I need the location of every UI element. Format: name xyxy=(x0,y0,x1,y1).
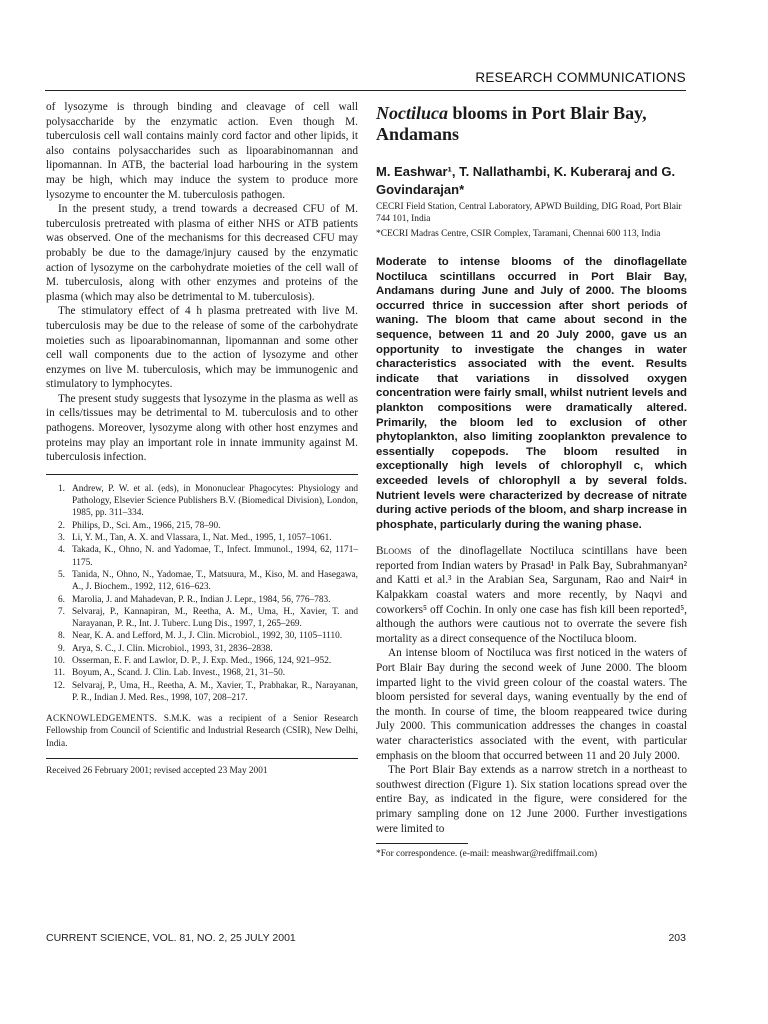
intro-first-word: Blooms xyxy=(376,545,412,558)
reference-item xyxy=(46,643,358,655)
section-label: RESEARCH COMMUNICATIONS xyxy=(475,70,686,85)
reference-list xyxy=(46,483,358,704)
reference-text: Andrew, P. W. et al. (eds), in Mononuclear Phagocytes: Physiology and Pathology, Elsevier Science Publishers B.V. (Biomedical Division), London, 1985, pp. 311–334. xyxy=(72,483,358,519)
received-date: Received 26 February 2001; revised accepted 23 May 2001 xyxy=(46,766,268,777)
reference-number: 12. xyxy=(53,680,65,691)
acknowledgements-heading: ACKNOWLEDGEMENTS. xyxy=(46,714,158,725)
reference-number: 6. xyxy=(58,594,65,605)
affiliation-2: *CECRI Madras Centre, CSIR Complex, Taramani, Chennai 600 113, India xyxy=(376,229,661,239)
reference-item xyxy=(46,630,358,642)
reference-item xyxy=(46,532,358,544)
reference-number: 11. xyxy=(53,668,65,679)
reference-item xyxy=(46,594,358,606)
intro-paragraph-text: of the dinoflagellate Noctiluca scintillans have been reported from Indian waters by Prasad¹ in Palk Bay, Subrahmanyan² and Katti et al.³ in the Arabian Sea, Sargunam, Rao and Nair⁴ in Kalpakkam coastal waters and more recently, by Naqvi and coworkers⁵ off Cochin. In only one case has fish kill been reported⁵, although the authors were cautious not to overrate the severe fish mortality as a direct consequence of the Noctiluca bloom. xyxy=(376,545,687,645)
footnote-rule xyxy=(376,843,468,844)
reference-text: Tanida, N., Ohno, N., Yadomae, T., Matsuura, M., Kiso, M. and Hasegawa, A., J. Biochem., 1992, 112, 616–623. xyxy=(72,569,358,593)
affiliation-1: CECRI Field Station, Central Laboratory, APWD Building, DIG Road, Port Blair 744 101, India xyxy=(376,202,682,224)
abstract: Moderate to intense blooms of the dinoflagellate Noctiluca scintillans occurred in Port Blair Bay, Andamans during June and July of 2000. The blooms occurred thrice in succession after short periods of waning. The bloom that came about second in the sequence, between 11 and 20 July 2000, gave us an opportunity to investigate the changes in water characteristics associated with the event. Results indicate that variations in dissolved oxygen concentration were fairly small, whilst nutrient levels and plankton compositions were dramatically altered. Primarily, the bloom led to exclusion of other phytoplankton, also limiting zooplankton prevalence to essentially copepods. The bloom resulted in exceptionally high levels of chlorophyll c, which exceeded levels of chlorophyll a by several folds. Nutrient levels were characterized by decrease of nitrate during active periods of the bloom, and sharp increase in phosphate, particularly during the waning phase. xyxy=(376,256,687,531)
reference-item xyxy=(46,569,358,594)
body-paragraph: The present study suggests that lysozyme in the plasma as well as in cells/tissues may be detrimental to M. tuberculosis and to other pathogens. Moreover, lysozyme along with other host enzymes and proteins may play an important role in innate immunity against M. tuberculosis infection. xyxy=(46,392,358,464)
reference-item xyxy=(46,680,358,705)
reference-item xyxy=(46,606,358,631)
reference-number: 2. xyxy=(58,520,65,531)
reference-text: Near, K. A. and Lefford, M. J., J. Clin. Microbiol., 1992, 30, 1105–1110. xyxy=(72,631,343,642)
page-number: 203 xyxy=(668,932,686,944)
reference-number: 8. xyxy=(58,631,65,642)
references-rule xyxy=(46,474,358,475)
reference-item xyxy=(46,520,358,532)
reference-number: 10. xyxy=(53,656,65,666)
reference-text: Boyum, A., Scand. J. Clin. Lab. Invest., 1968, 21, 31–50. xyxy=(72,668,286,679)
reference-text: Arya, S. C., J. Clin. Microbiol., 1993, 31, 2836–2838. xyxy=(72,643,273,654)
reference-number: 3. xyxy=(58,533,65,544)
received-rule xyxy=(46,758,358,759)
left-column xyxy=(46,100,358,777)
right-column xyxy=(376,100,687,836)
intro-paragraph xyxy=(376,544,687,646)
reference-text: Osserman, E. F. and Lawlor, D. P., J. Exp. Med., 1966, 124, 921–952. xyxy=(72,656,332,666)
journal-footer: CURRENT SCIENCE, VOL. 81, NO. 2, 25 JULY 2001 xyxy=(46,932,296,944)
left-body xyxy=(46,100,358,465)
body-paragraph-3: The Port Blair Bay extends as a narrow stretch in a northeast to southwest direction (Figure 1). Six station locations spread over the entire Bay, as indicated in the figure, were considered for the primary sampling done on 12 June 2000. Further investigations were limited to xyxy=(376,764,687,835)
reference-item xyxy=(46,483,358,520)
acknowledgements-text: S.M.K. was a recipient of a Senior Research Fellowship from Council of Scientific and Industrial Research (CSIR), New Delhi, India. xyxy=(46,714,358,749)
reference-number: 7. xyxy=(58,606,65,617)
article-title xyxy=(376,103,687,145)
body-paragraph-2: An intense bloom of Noctiluca was first noticed in the waters of Port Blair Bay during the second week of June 2000. The bloom imparted light to the vivid green colour of the coastal waters. The bloom persisted for several days, waning eventually by the end of the month. In course of time, the bloom reappeared twice during July 2000. This communication addresses the changes in coastal water characteristics associated with the event, with particular emphasis on the bloom that occurred between 11 and 20 July 2000. xyxy=(376,647,687,762)
article-title-italic: Noctiluca xyxy=(376,103,448,123)
reference-item xyxy=(46,667,358,679)
reference-number: 5. xyxy=(58,569,65,580)
reference-item xyxy=(46,655,358,667)
reference-text: Takada, K., Ohno, N. and Yadomae, T., Infect. Immunol., 1994, 62, 1171–1175. xyxy=(72,545,358,568)
article-title-rest: blooms in Port Blair Bay, Andamans xyxy=(376,103,647,144)
correspondence-footnote: *For correspondence. (e-mail: meashwar@rediffmail.com) xyxy=(376,849,598,859)
acknowledgements xyxy=(46,713,358,750)
reference-text: Li, Y. M., Tan, A. X. and Vlassara, I., Nat. Med., 1995, 1, 1057–1061. xyxy=(72,533,332,544)
reference-number: 1. xyxy=(58,483,65,494)
body-paragraph: In the present study, a trend towards a decreased CFU of M. tuberculosis pretreated with plasma of either NHS or ATB patients was observed. One of the mechanisms for this decreased CFU may probably be due to the damage/injury caused by the enzymatic action of lysozyme on the carbohydrate moieties of the cell wall of M. tuberculosis, along with other enzymes and proteins of the plasma (which may also be detrimental to M. tuberculosis). xyxy=(46,203,358,303)
reference-text: Marolia, J. and Mahadevan, P. R., Indian J. Lepr., 1984, 56, 776–783. xyxy=(72,594,331,605)
reference-item xyxy=(46,544,358,569)
body-paragraph: The stimulatory effect of 4 h plasma pretreated with live M. tuberculosis may be due to the release of some of the carbohydrate moieties such as lipoarabinomannan, lipomannan and some other cell wall components due to the action of lysozyme and other enzymes on live M. tuberculosis, which may be immunogenic and stimulatory to lymphocytes. xyxy=(46,305,358,391)
header-rule xyxy=(45,90,686,91)
reference-text: Philips, D., Sci. Am., 1966, 215, 78–90. xyxy=(72,520,221,531)
reference-number: 9. xyxy=(58,643,65,654)
reference-text: Selvaraj, P., Uma, H., Reetha, A. M., Xavier, T., Prabhakar, R., Narayanan, P. R., Indian J. Med. Res., 1998, 107, 208–217. xyxy=(72,680,358,703)
article-authors: M. Eashwar¹, T. Nallathambi, K. Kuberaraj and G. Govindarajan* xyxy=(376,164,676,197)
body-paragraph: of lysozyme is through binding and cleavage of cell wall polysaccharide by the enzymatic action. Even though M. tuberculosis cell wall contains mainly cord factor and other lipids, it also contains polysaccharides such as lipoarabinomannan and lipomannan. In ATB, the bacterial load harbouring in the system may be high, which may induce the system to produce more lysozyme to encounter the M. tuberculosis pathogen. xyxy=(46,101,358,201)
reference-text: Selvaraj, P., Kannapiran, M., Reetha, A. M., Uma, H., Xavier, T. and Narayanan, P. R., Int. J. Tuberc. Lung Dis., 1997, 1, 265–269. xyxy=(72,606,358,630)
reference-number: 4. xyxy=(58,545,65,556)
